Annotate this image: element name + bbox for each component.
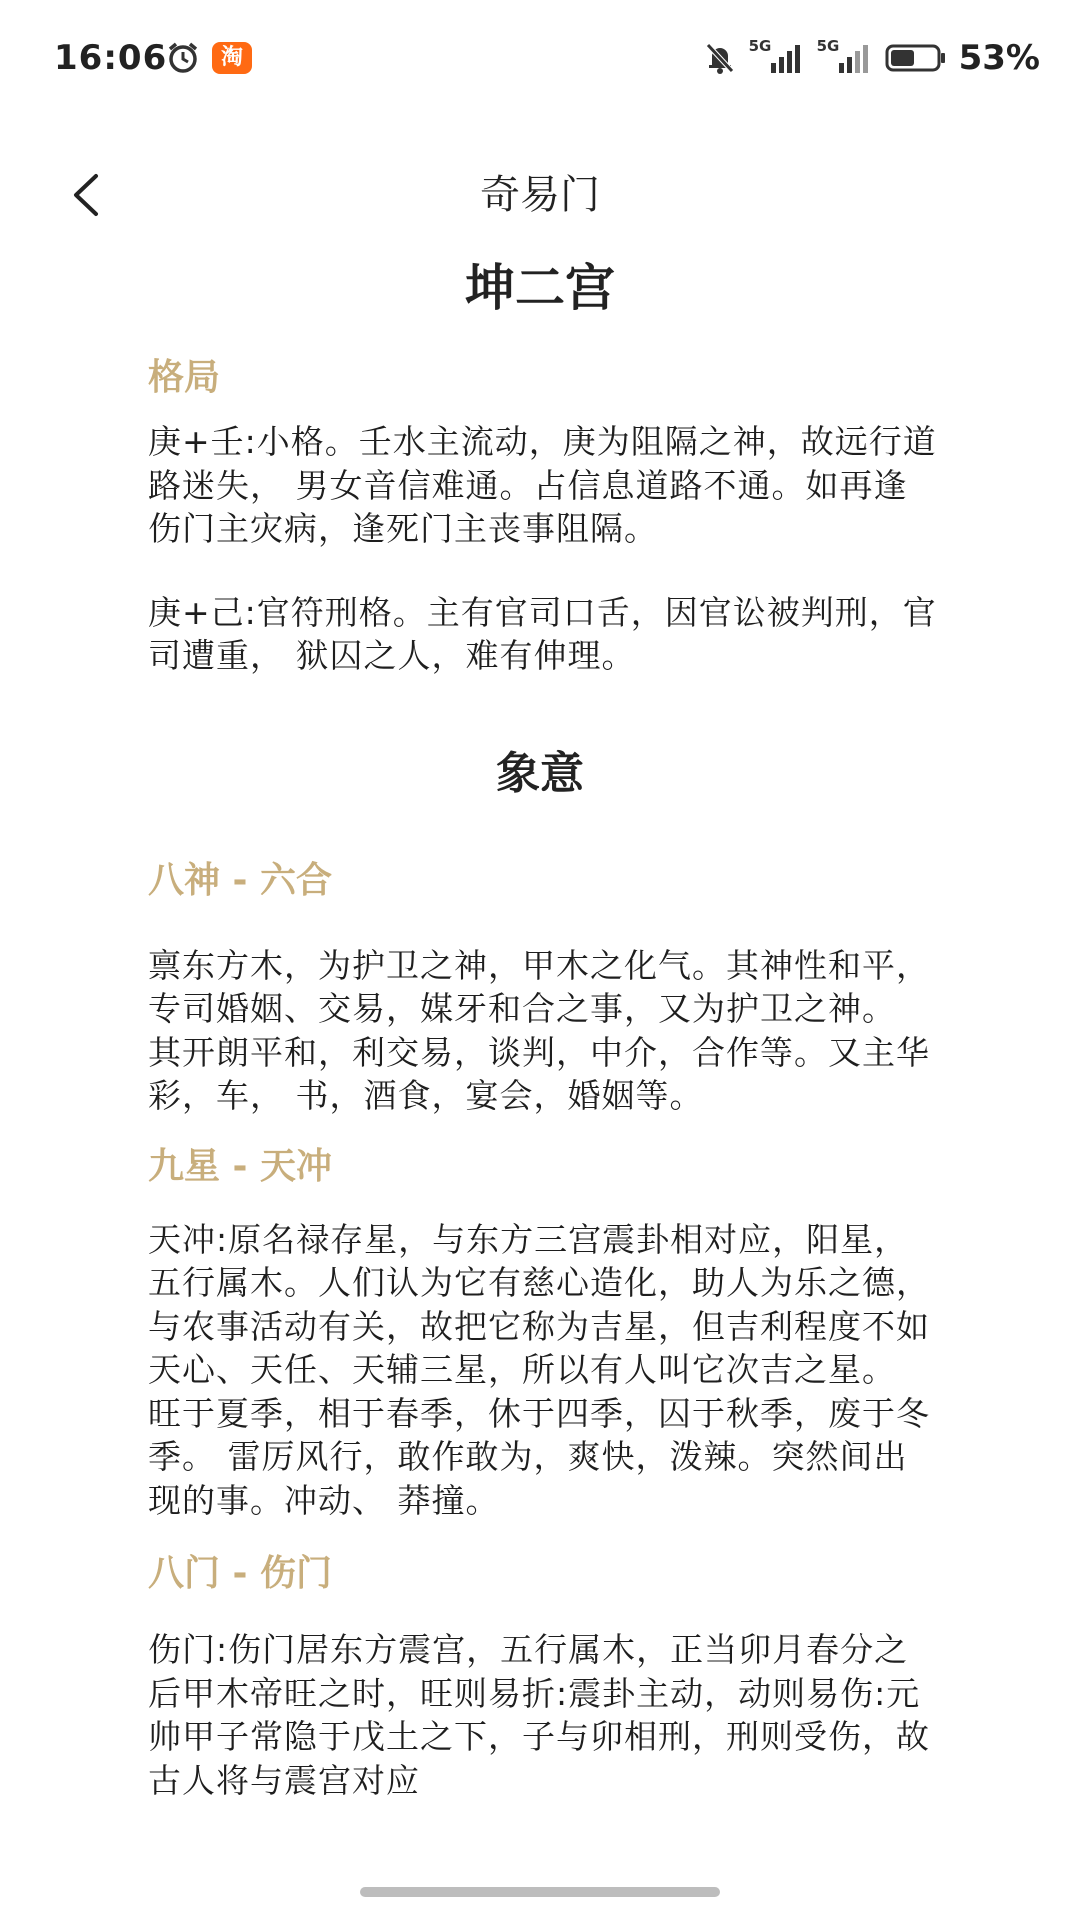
section-label-geju: 格局 — [148, 357, 221, 398]
section-label-bamen: 八门 - 伤门 — [148, 1553, 333, 1594]
article-title: 坤二宫 — [465, 259, 615, 317]
battery-percent: 53% — [958, 38, 1040, 78]
bamen-paragraph: 伤门:伤门居东方震宫，五行属木，正当卯月春分之后甲木帝旺之时，旺则易折:震卦主动，动则易伤:元帅甲子常隐于戊土之下，子与卯相刑，刑则受伤，故古人将与震宫对应 — [148, 1630, 930, 1800]
section-label-bashen: 八神 - 六合 — [148, 859, 333, 901]
page-title: 奇易门 — [480, 172, 600, 218]
geju-paragraph-2: 庚+己:官符刑格。主有官司口舌，因官讼被判刑，官司遭重， 狱囚之人，难有伸理。 — [148, 592, 937, 675]
status-right-group — [691, 38, 1040, 78]
bell-muted-icon — [703, 41, 737, 75]
status-bar — [0, 0, 1080, 120]
section-label-jiuxing: 九星 - 天冲 — [148, 1145, 333, 1187]
article-content — [148, 240, 938, 1800]
taobao-app-icon: 淘 — [212, 42, 252, 74]
jiuxing-paragraph: 天冲:原名禄存星，与东方三宫震卦相对应，阳星，五行属木。人们认为它有慈心造化，助人为乐之德，与农事活动有关，故把它称为吉星，但吉利程度不如天心、天任、天辅三星，所以有人叫它次吉之星。 旺于夏季，相于春季，休于四季，囚于秋季，废于冬季。 雷厉风行，敢作敢为，爽快，泼辣。突然间出现的事。冲动、 莽撞。 — [148, 1219, 930, 1520]
home-indicator[interactable] — [360, 1887, 720, 1897]
signal-5g-icon — [748, 37, 805, 75]
bashen-paragraph: 禀东方木，为护卫之神，甲木之化气。其神性和平，专司婚姻、交易，媒牙和合之事，又为护卫之神。 其开朗平和，利交易，谈判，中介，合作等。又主华彩，车， 书，酒食，宴会，婚姻等。 — [148, 945, 930, 1115]
status-time: 16:06 — [54, 38, 168, 78]
alarm-clock-icon — [166, 41, 200, 75]
signal-5g-icon-2 — [816, 37, 873, 75]
battery-icon — [885, 41, 947, 75]
chevron-left-icon — [66, 170, 106, 220]
geju-paragraph-1: 庚+壬:小格。壬水主流动，庚为阻隔之神，故远行道路迷失， 男女音信难通。占信息道路不通。如再逢伤门主灾病，逢死门主丧事阻隔。 — [148, 422, 937, 548]
signal-5g-label: 5G — [748, 37, 772, 55]
section-title-xiangyi: 象意 — [496, 747, 584, 799]
signal-5g-label-2: 5G — [816, 37, 840, 55]
